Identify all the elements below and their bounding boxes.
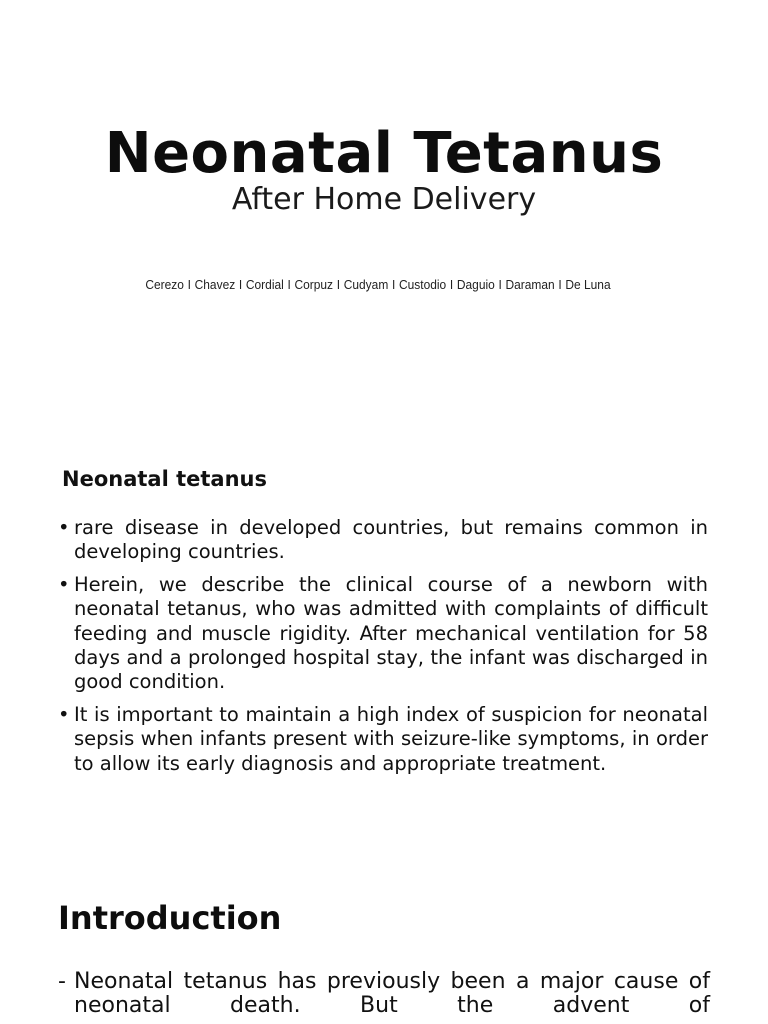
author-name: Daraman bbox=[505, 277, 555, 292]
list-item bbox=[58, 970, 710, 1018]
author-separator: I bbox=[449, 277, 454, 292]
author-separator: I bbox=[336, 277, 341, 292]
introduction-heading: Introduction bbox=[58, 899, 282, 937]
bullet-icon: • bbox=[58, 516, 70, 539]
introduction-list bbox=[58, 970, 710, 1018]
summary-bullet-list bbox=[58, 516, 708, 784]
author-name: Cerezo bbox=[145, 277, 184, 292]
bullet-text: rare disease in developed countries, but remains common in developing countries. bbox=[74, 516, 708, 564]
presentation-title: Neonatal Tetanus bbox=[104, 121, 664, 186]
bullet-item bbox=[58, 703, 708, 776]
author-separator: I bbox=[498, 277, 502, 292]
author-name: Chavez bbox=[194, 277, 236, 292]
bullet-text: Herein, we describe the clinical course of a newborn with neonatal tetanus, who was admitted with complaints of difficult feeding and muscle rigidity. After mechanical ventilation for 58 days and a prolonged hospital stay, the infant was discharged in good condition. bbox=[74, 572, 708, 694]
author-separator: I bbox=[558, 277, 562, 292]
presentation-subtitle: After Home Delivery bbox=[231, 182, 537, 217]
author-separator: I bbox=[391, 277, 396, 292]
author-separator: I bbox=[287, 277, 291, 292]
bullet-icon: • bbox=[58, 702, 70, 726]
title-slide bbox=[0, 0, 768, 440]
author-name: De Luna bbox=[565, 277, 611, 292]
author-list bbox=[30, 276, 726, 294]
bullet-text: It is important to maintain a high index of suspicion for neonatal sepsis when infants present with seizure-like symptoms, in order to allow its early diagnosis and appropriate treatment. bbox=[74, 702, 708, 775]
bullet-item bbox=[58, 573, 708, 695]
author-name: Cordial bbox=[245, 277, 284, 292]
author-separator: I bbox=[187, 277, 191, 292]
author-name: Corpuz bbox=[294, 277, 334, 292]
dash-icon: - bbox=[58, 969, 66, 994]
section-heading: Neonatal tetanus bbox=[62, 467, 267, 491]
author-separator: I bbox=[238, 277, 243, 292]
author-name: Cudyam bbox=[343, 277, 389, 292]
author-name: Custodio bbox=[398, 277, 447, 292]
bullet-icon: • bbox=[58, 572, 70, 596]
list-item-text: Neonatal tetanus has previously been a major cause of neonatal death. But the advent of bbox=[74, 969, 710, 1018]
bullet-item bbox=[58, 516, 708, 565]
author-name: Daguio bbox=[456, 277, 495, 292]
